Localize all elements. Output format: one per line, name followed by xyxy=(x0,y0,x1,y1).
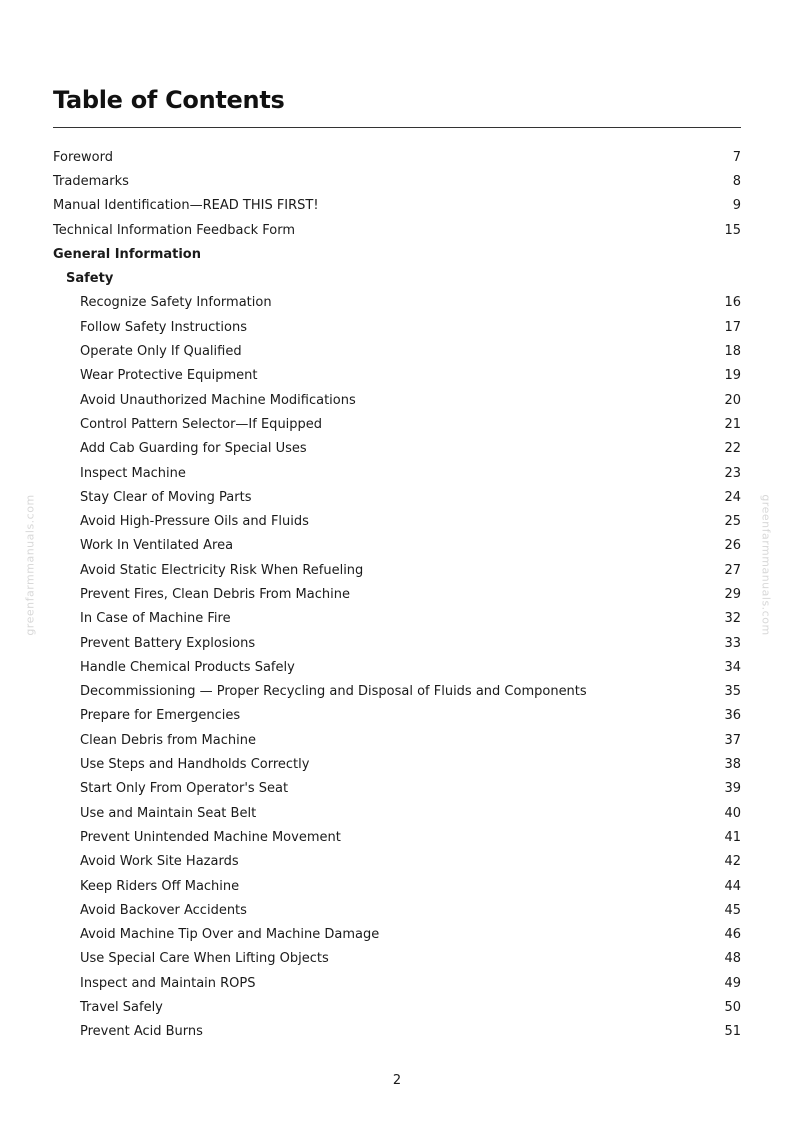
toc-entry-page: 39 xyxy=(724,781,741,797)
toc-entry[interactable] xyxy=(53,631,741,655)
toc-entry-label: Avoid Backover Accidents xyxy=(80,902,247,918)
toc-entry-label: Prepare for Emergencies xyxy=(80,708,241,724)
toc-entry-label: Travel Safely xyxy=(80,1000,163,1016)
toc-entry-page: 20 xyxy=(724,392,741,408)
toc-entry-page: 45 xyxy=(724,902,741,918)
toc-entry[interactable] xyxy=(53,582,741,606)
toc-entry-page: 34 xyxy=(724,659,741,675)
toc-entry-label: Inspect and Maintain ROPS xyxy=(80,975,256,991)
toc-entry-label: Work In Ventilated Area xyxy=(80,538,234,554)
toc-entry-page: 29 xyxy=(724,586,741,602)
toc-entry[interactable] xyxy=(53,898,741,922)
toc-entry[interactable] xyxy=(53,777,741,801)
toc-entry-label: Technical Information Feedback Form xyxy=(53,222,295,238)
toc-entry-label: Avoid High-Pressure Oils and Fluids xyxy=(80,514,309,530)
toc-entry-page: 42 xyxy=(724,854,741,870)
toc-entry-page: 9 xyxy=(732,198,741,214)
toc-entry-page: 37 xyxy=(724,732,741,748)
toc-entry[interactable] xyxy=(53,558,741,582)
title-divider xyxy=(53,127,741,128)
toc-entry[interactable] xyxy=(53,194,741,218)
toc-entry-label: Avoid Unauthorized Machine Modifications xyxy=(80,392,356,408)
toc-entry-page: 50 xyxy=(724,1000,741,1016)
toc-entry-label: Clean Debris from Machine xyxy=(80,732,256,748)
toc-entry-label: Prevent Acid Burns xyxy=(80,1024,203,1040)
toc-entry-page: 46 xyxy=(724,927,741,943)
toc-entry-label: Control Pattern Selector—If Equipped xyxy=(80,416,323,432)
toc-entry-page: 51 xyxy=(724,1024,741,1040)
toc-entry[interactable] xyxy=(53,850,741,874)
toc-entry-label: Inspect Machine xyxy=(80,465,186,481)
toc-entry[interactable] xyxy=(53,680,741,704)
toc-entry[interactable] xyxy=(53,1020,741,1044)
toc-entry-page: 15 xyxy=(724,222,741,238)
toc-entry[interactable] xyxy=(53,971,741,995)
toc-entry[interactable] xyxy=(53,825,741,849)
toc-entry[interactable] xyxy=(53,339,741,363)
toc-entry-label: Avoid Machine Tip Over and Machine Damage xyxy=(80,927,380,943)
toc-entry[interactable] xyxy=(53,485,741,509)
page-title: Table of Contents xyxy=(53,86,285,114)
toc-entry[interactable] xyxy=(53,169,741,193)
toc-entry-page: 27 xyxy=(724,562,741,578)
toc-entry[interactable] xyxy=(53,412,741,436)
toc-entry[interactable] xyxy=(53,923,741,947)
toc-entry-page: 19 xyxy=(724,368,741,384)
toc-entry-page: 35 xyxy=(724,684,741,700)
toc-entry[interactable] xyxy=(53,437,741,461)
toc-entry-page: 44 xyxy=(724,878,741,894)
toc-entry-label: Operate Only If Qualified xyxy=(80,344,242,360)
toc-entry[interactable] xyxy=(53,752,741,776)
toc-entry-label: Keep Riders Off Machine xyxy=(80,878,240,894)
toc-entry[interactable] xyxy=(53,655,741,679)
toc-entry[interactable] xyxy=(53,874,741,898)
toc-entry[interactable] xyxy=(53,461,741,485)
toc-entry-label: Trademarks xyxy=(53,173,129,189)
toc-entry-page: 32 xyxy=(724,611,741,627)
toc-entry-page: 18 xyxy=(724,344,741,360)
toc-entry[interactable] xyxy=(53,315,741,339)
toc-entry-label: Follow Safety Instructions xyxy=(80,319,247,335)
toc-entry-label: Safety xyxy=(66,271,114,287)
toc-entry-label: Use and Maintain Seat Belt xyxy=(80,805,257,821)
toc-entry-label: Foreword xyxy=(53,149,113,165)
toc-entry-label: Handle Chemical Products Safely xyxy=(80,659,295,675)
toc-entry-label: Prevent Battery Explosions xyxy=(80,635,256,651)
toc-entry[interactable] xyxy=(53,607,741,631)
toc-entry-page: 7 xyxy=(732,149,741,165)
watermark-right: greenfarmmanuals.com xyxy=(759,494,773,636)
toc-entry-page: 17 xyxy=(724,319,741,335)
toc-entry-page: 24 xyxy=(724,489,741,505)
toc-entry-label: Wear Protective Equipment xyxy=(80,368,258,384)
toc-entry-page: 23 xyxy=(724,465,741,481)
toc-entry-label: Add Cab Guarding for Special Uses xyxy=(80,441,307,457)
toc-entry-label: Avoid Work Site Hazards xyxy=(80,854,239,870)
toc-section-heading xyxy=(53,242,741,266)
toc-entry-page: 49 xyxy=(724,975,741,991)
toc-entry-page: 33 xyxy=(724,635,741,651)
toc-entry-label: Decommissioning — Proper Recycling and Disposal of Fluids and Components xyxy=(80,684,587,700)
toc-entry-page: 38 xyxy=(724,757,741,773)
toc-entry-label: Recognize Safety Information xyxy=(80,295,272,311)
toc-entry-page: 48 xyxy=(724,951,741,967)
toc-entry[interactable] xyxy=(53,534,741,558)
toc-entry-label: Use Steps and Handholds Correctly xyxy=(80,757,310,773)
toc-entry[interactable] xyxy=(53,728,741,752)
toc-entry-label: Prevent Unintended Machine Movement xyxy=(80,829,341,845)
toc-entry[interactable] xyxy=(53,704,741,728)
toc-entry[interactable] xyxy=(53,388,741,412)
toc-entry[interactable] xyxy=(53,509,741,533)
toc-entry-label: Stay Clear of Moving Parts xyxy=(80,489,252,505)
toc-entry-label: Start Only From Operator's Seat xyxy=(80,781,289,797)
toc-entry-page: 26 xyxy=(724,538,741,554)
toc-entry[interactable] xyxy=(53,364,741,388)
toc-section-heading xyxy=(53,266,741,290)
toc-entry-page: 41 xyxy=(724,829,741,845)
toc-entry-page: 36 xyxy=(724,708,741,724)
toc-entry-label: Use Special Care When Lifting Objects xyxy=(80,951,329,967)
table-of-contents xyxy=(53,145,741,1044)
watermark-left: greenfarmmanuals.com xyxy=(23,494,37,636)
toc-entry-page: 25 xyxy=(724,514,741,530)
toc-entry[interactable] xyxy=(53,291,741,315)
toc-entry-page: 21 xyxy=(724,416,741,432)
toc-entry[interactable] xyxy=(53,995,741,1019)
toc-entry-label: In Case of Machine Fire xyxy=(80,611,231,627)
toc-entry-label: Prevent Fires, Clean Debris From Machine xyxy=(80,586,350,602)
toc-entry-page: 40 xyxy=(724,805,741,821)
page-number: 2 xyxy=(392,1073,402,1088)
toc-entry-page: 8 xyxy=(732,173,741,189)
toc-entry-label: Avoid Static Electricity Risk When Refueling xyxy=(80,562,364,578)
toc-entry-label: Manual Identification—READ THIS FIRST! xyxy=(53,198,319,214)
toc-entry-page: 22 xyxy=(724,441,741,457)
toc-entry[interactable] xyxy=(53,218,741,242)
toc-entry[interactable] xyxy=(53,947,741,971)
toc-entry-label: General Information xyxy=(53,246,201,262)
toc-entry[interactable] xyxy=(53,801,741,825)
toc-entry[interactable] xyxy=(53,145,741,169)
toc-entry-page: 16 xyxy=(724,295,741,311)
